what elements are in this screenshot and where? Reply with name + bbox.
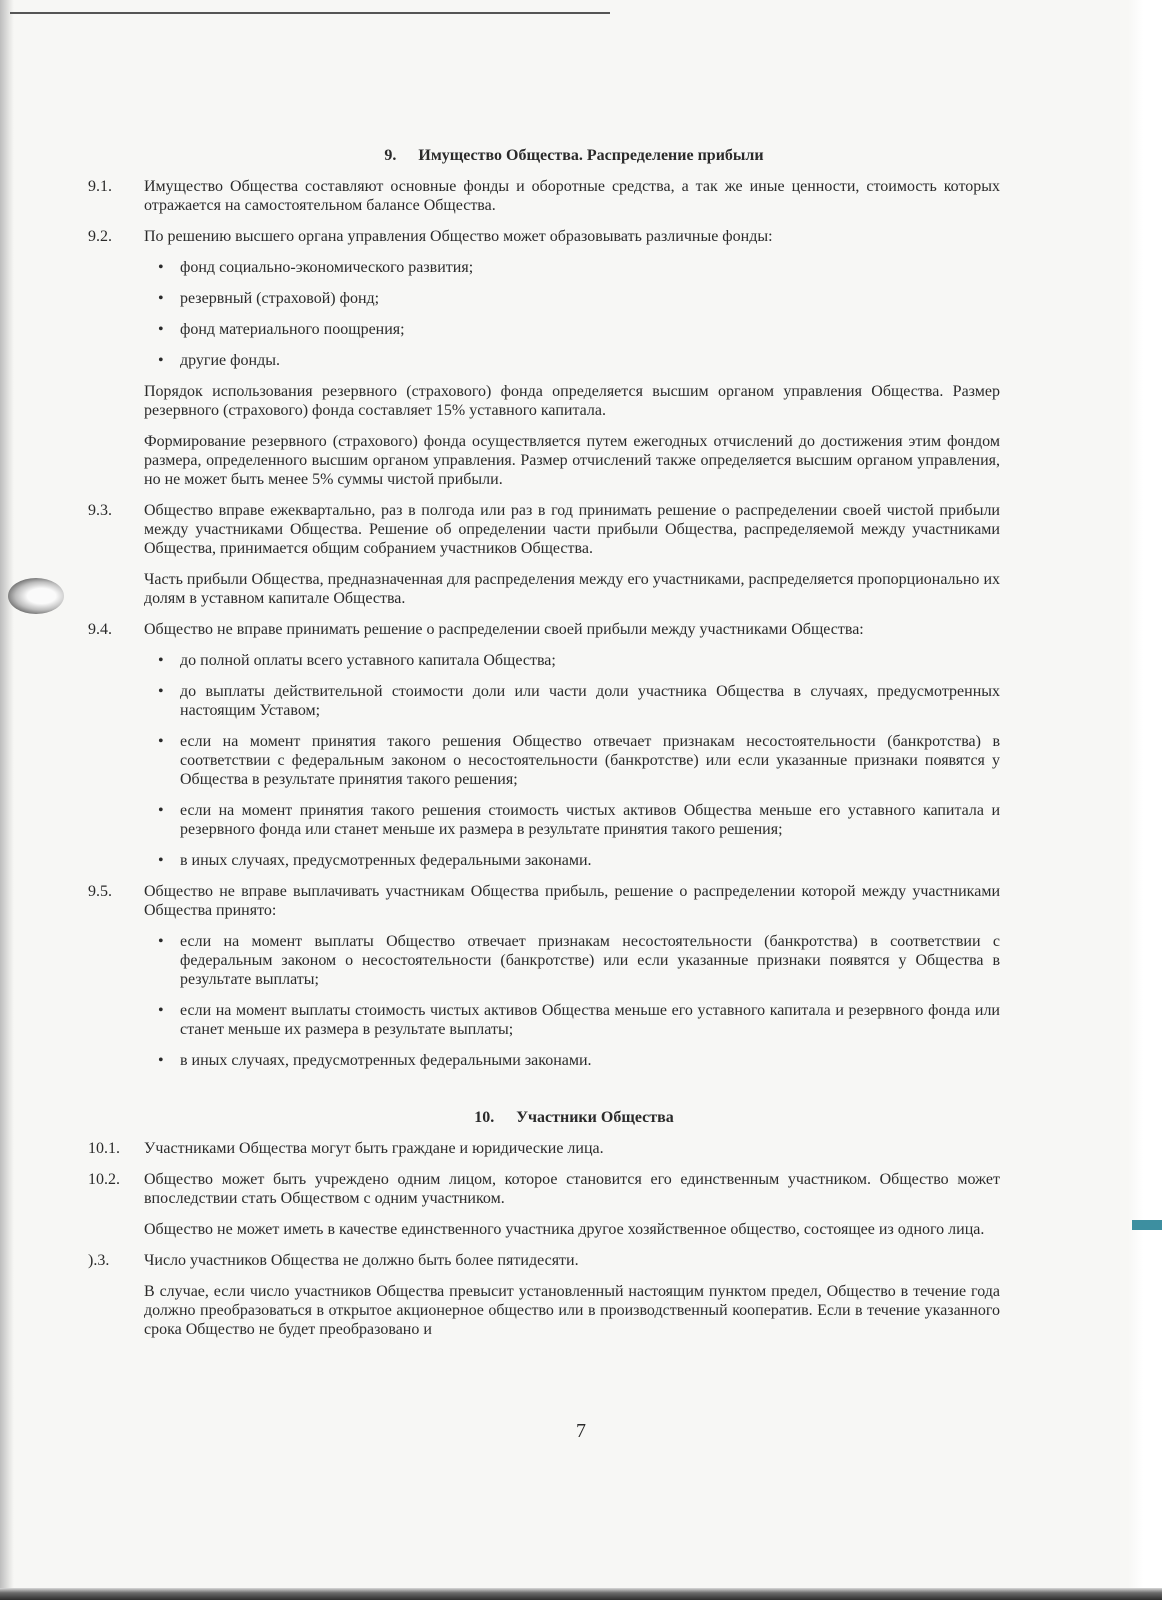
list-item: • другие фонды. [158, 351, 1000, 370]
punch-hole [8, 578, 64, 614]
clause-number: 9.4. [88, 621, 112, 638]
list-item: • если на момент принятия такого решения Общество отвечает признакам несостоятельности (банкротства) в соответствии с федеральным законом о несостоятельности (банкротстве) или если указанные признаки появятся у Общества в результате принятия такого решения; [158, 732, 1000, 789]
list-item: • до полной оплаты всего уставного капитала Общества; [158, 651, 1000, 670]
page-number: 7 [576, 1420, 586, 1442]
clause-text: Общество может быть учреждено одним лицом, которое становится его единственным участником. Общество может впоследствии стать Обществом с одним участником. [144, 1171, 1000, 1207]
section-number: 10. [474, 1109, 495, 1126]
section-title-text: Участники Общества [516, 1109, 674, 1126]
clause-number: 10.1. [88, 1140, 120, 1157]
clause-number: 9.3. [88, 502, 112, 519]
scan-left-edge [0, 0, 14, 1600]
list-item: • до выплаты действительной стоимости доли или части доли участника Общества в случаях, предусмотренных настоящим Уставом; [158, 682, 1000, 720]
clause-paragraph: Порядок использования резервного (страхового) фонда определяется высшим органом управления Общества. Размер резервного (страхового) фонда составляет 15% уставного капитала. [144, 383, 1000, 419]
list-item: • если на момент принятия такого решения стоимость чистых активов Общества меньше его уставного капитала и резервного фонда или станет меньше их размера в результате принятия такого решения; [158, 801, 1000, 839]
clause-number: 9.1. [88, 178, 112, 195]
scan-bottom-edge [0, 1588, 1162, 1600]
clause-9-3 [88, 501, 1000, 608]
section-number: 9. [384, 147, 397, 164]
scan-right-edge [1128, 0, 1162, 1600]
section-9-title [88, 146, 1000, 165]
clause-text: Общество не вправе принимать решение о распределении своей прибыли между участниками Общества: [144, 621, 864, 638]
clause-paragraph: Часть прибыли Общества, предназначенная для распределения между его участниками, распределяется пропорционально их долям в уставном капитале Общества. [144, 571, 1000, 607]
clause-10-3 [88, 1251, 1000, 1339]
section-title-text: Имущество Общества. Распределение прибыли [418, 147, 764, 164]
list-item: • если на момент выплаты Общество отвечает признакам несостоятельности (банкротства) в соответствии с федеральным законом о несостоятельности (банкротстве) или если указанные признаки появятся у Общества в результате выплаты; [158, 932, 1000, 989]
clause-text: Общество не вправе выплачивать участникам Общества прибыль, решение о распределении которой между участниками Общества принято: [144, 883, 1000, 919]
clause-number: 9.5. [88, 883, 112, 900]
clause-10-2 [88, 1170, 1000, 1239]
restriction-list [158, 651, 1000, 870]
list-item: • фонд социально-экономического развития; [158, 258, 1000, 277]
section-10-title [88, 1108, 1000, 1127]
list-item: • в иных случаях, предусмотренных федеральными законами. [158, 1051, 1000, 1070]
clause-paragraph: Общество не может иметь в качестве единственного участника другое хозяйственное общество, состоящее из одного лица. [144, 1221, 985, 1238]
list-item: • резервный (страховой) фонд; [158, 289, 1000, 308]
clause-text: Общество вправе ежеквартально, раз в полгода или раз в год принимать решение о распределении своей чистой прибыли между участниками Общества. Решение об определении части прибыли Общества, распределяемой между участниками Общества, принимается общим собранием участников Общества. [144, 502, 1000, 557]
clause-9-4 [88, 620, 1000, 870]
clause-10-1 [88, 1139, 1000, 1158]
clause-paragraph: В случае, если число участников Общества превысит установленный настоящим пунктом предел, Общество в течение года должно преобразоваться в открытое акционерное общество или в производственный кооператив. Если в течение указанного срока Общество не будет преобразовано и [144, 1283, 1000, 1338]
clause-number: 10.2. [88, 1171, 120, 1188]
scan-side-mark [1132, 1220, 1162, 1230]
clause-text: По решению высшего органа управления Общество может образовывать различные фонды: [144, 228, 773, 245]
payout-restriction-list [158, 932, 1000, 1070]
clause-number: ).3. [88, 1252, 110, 1269]
clause-number: 9.2. [88, 228, 112, 245]
list-item: • в иных случаях, предусмотренных федеральными законами. [158, 851, 1000, 870]
clause-9-1 [88, 177, 1000, 215]
clause-text: Участниками Общества могут быть граждане и юридические лица. [144, 1140, 604, 1157]
fund-list [158, 258, 1000, 370]
clause-text: Имущество Общества составляют основные фонды и оборотные средства, а так же иные ценности, стоимость которых отражается на самостоятельном балансе Общества. [144, 178, 1000, 214]
scan-top-rule [10, 12, 610, 14]
clause-paragraph: Формирование резервного (страхового) фонда осуществляется путем ежегодных отчислений до достижения этим фондом размера, определенного высшим органом управления. Размер отчислений также определяется высшим органом управления, но не может быть менее 5% суммы чистой прибыли. [144, 433, 1000, 488]
document-page [88, 146, 1000, 1351]
clause-9-5 [88, 882, 1000, 1070]
clause-text: Число участников Общества не должно быть более пятидесяти. [144, 1252, 579, 1269]
list-item: • если на момент выплаты стоимость чистых активов Общества меньше его уставного капитала и резервного фонда или станет меньше их размера в результате выплаты; [158, 1001, 1000, 1039]
clause-9-2 [88, 227, 1000, 489]
list-item: • фонд материального поощрения; [158, 320, 1000, 339]
